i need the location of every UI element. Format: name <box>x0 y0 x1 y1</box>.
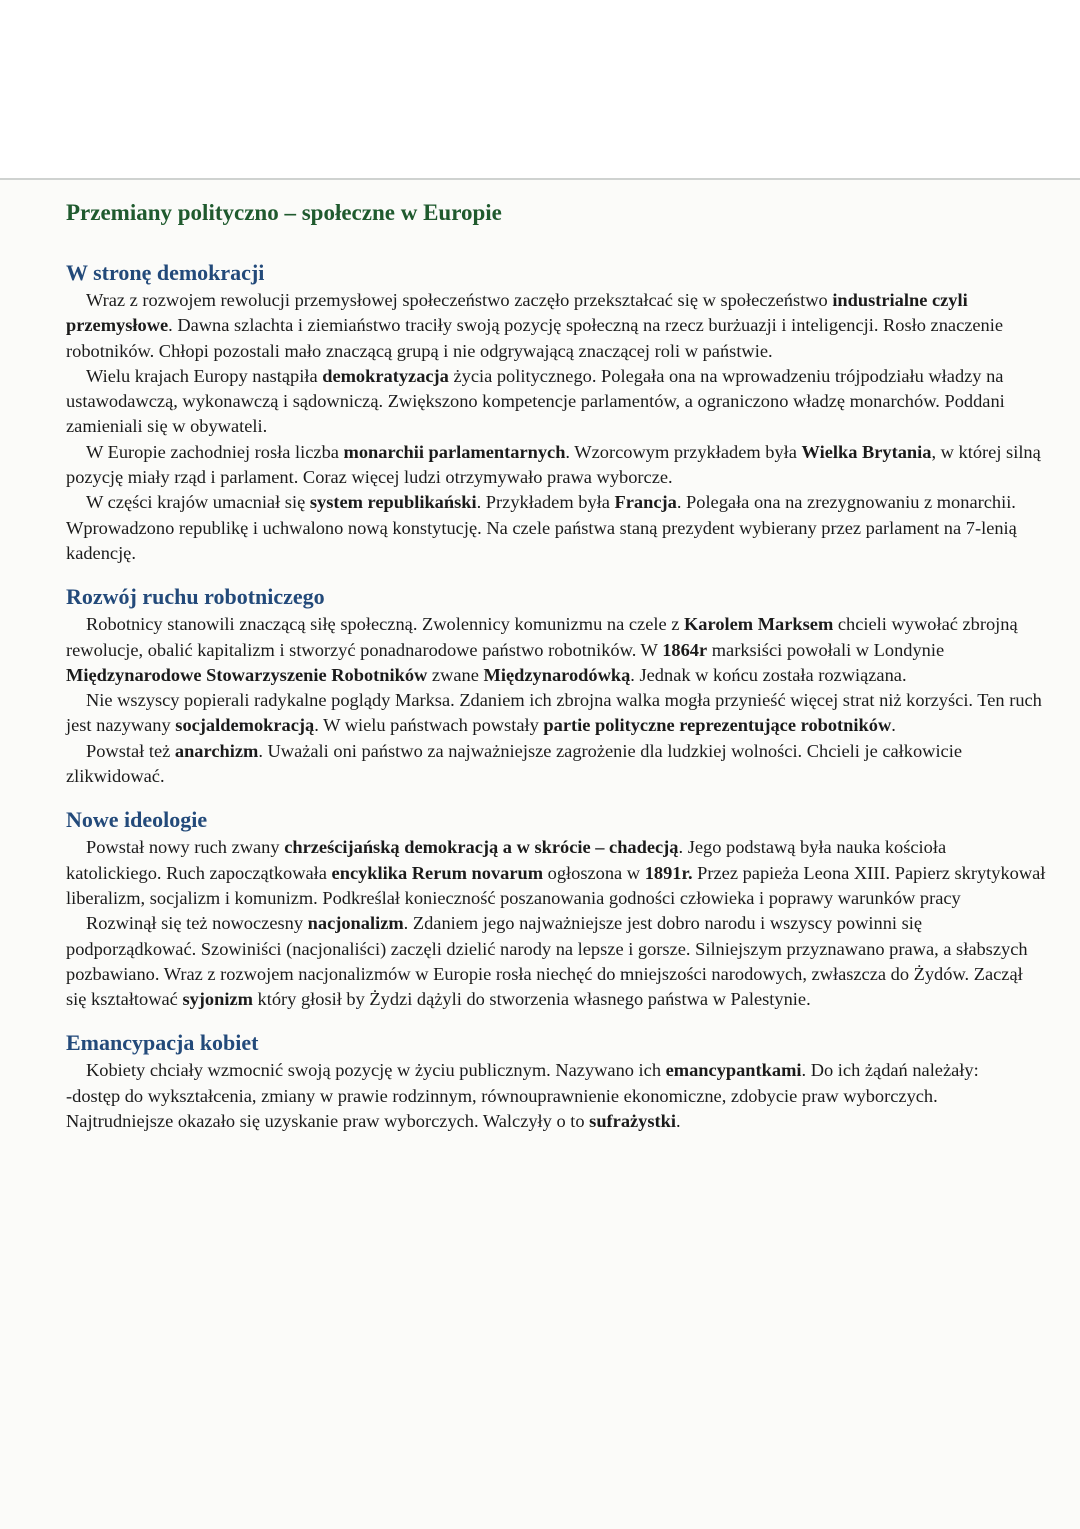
bold-term: Międzynarodowe Stowarzyszenie Robotników <box>66 664 428 685</box>
text-run: życia politycznego. Polegała ona na wprowadzeniu trójpodziału władzy na ustawodawczą, wykonawczą i sądowniczą. Zwiększono kompetencje parlamentów, a ograniczono władzę monarchów. Poddani zamieniali się w obywateli. <box>66 365 1005 437</box>
bold-term: monarchii parlamentarnych <box>343 441 566 462</box>
document-content <box>66 200 1046 1152</box>
bold-term: 1864r <box>662 639 708 660</box>
text-run: . Przykładem była <box>476 492 615 513</box>
text-run: . W wielu państwach powstały <box>314 715 544 736</box>
bold-term: anarchizm <box>174 740 259 761</box>
text-run: W części krajów umacniał się <box>86 492 310 513</box>
bold-term: encyklika Rerum novarum <box>331 862 544 883</box>
paragraph <box>66 911 1046 1012</box>
paragraph <box>66 612 1046 688</box>
bold-term: Karolem Marksem <box>683 614 834 635</box>
text-run: -dostęp do wykształcenia, zmiany w prawie rodzinnym, równouprawnienie ekonomiczne, zdobycie praw wyborczych. Najtrudniejsze okazało się uzyskanie praw wyborczych. Walczyły o to <box>66 1085 938 1132</box>
bold-term: emancypantkami <box>665 1060 802 1081</box>
bold-term: Międzynarodówką <box>483 664 631 685</box>
bold-term: nacjonalizm <box>307 913 404 934</box>
bold-term: industrialne czyli przemysłowe <box>66 290 968 336</box>
text-run: chcieli wywołać zbrojną rewolucje, obalić kapitalizm i stworzyć ponadnarodowe państwo robotników. W <box>66 614 1018 660</box>
text-run: zwane <box>427 664 484 685</box>
text-run: . Uważali oni państwo za najważniejsze zagrożenie dla ludzkiej wolności. Chcieli je całkowicie zlikwidować. <box>66 740 962 787</box>
section-heading: Nowe ideologie <box>66 807 208 833</box>
text-run: . Dawna szlachta i ziemiaństwo traciły swoją pozycję społeczną na rzecz burżuazji i inteligencji. Rosło znaczenie robotników. Chłopi pozostali mało znaczącą grupą i nie odgrywającą znaczącej roli w państwie. <box>66 315 1004 361</box>
bold-term: 1891r. <box>644 862 693 883</box>
document-page <box>0 178 1080 1529</box>
paragraph <box>66 288 1046 364</box>
paragraph <box>66 739 1046 790</box>
bold-term: socjaldemokracją <box>175 715 315 736</box>
paragraph <box>66 1084 1046 1135</box>
section-heading: W stronę demokracji <box>66 260 265 285</box>
section <box>66 584 1046 789</box>
paragraph <box>66 364 1046 440</box>
paragraph <box>66 688 1046 739</box>
text-run: Wielu krajach Europy nastąpiła <box>86 365 323 386</box>
bold-term: sufrażystki <box>589 1111 676 1132</box>
text-run: Rozwinął się też nowoczesny <box>86 913 308 934</box>
text-run: , w której silną pozycję miały rząd i parlament. Coraz więcej ludzi otrzymywało prawa wyborcze. <box>66 441 1041 488</box>
page-title: Przemiany polityczno – społeczne w Europie <box>66 200 502 225</box>
text-run: W Europie zachodniej rosła liczba <box>86 441 344 462</box>
text-run: Kobiety chciały wzmocnić swoją pozycję w życiu publicznym. Nazywano ich <box>86 1060 666 1081</box>
text-run: . <box>676 1111 681 1132</box>
text-run: . Jednak w końcu została rozwiązana. <box>630 664 907 685</box>
scan-top-margin <box>0 0 1080 178</box>
text-run: . Polegała ona na zrezygnowaniu z monarchii. Wprowadzono republikę i uchwalono nową konstytucję. Na czele państwa staną prezydent wybierany przez parlament na 7-lenią kadencję. <box>66 492 1017 563</box>
bold-term: partie polityczne reprezentujące robotników <box>543 715 892 736</box>
bold-term: syjonizm <box>182 989 253 1010</box>
bold-term: Wielka Brytania <box>801 441 932 462</box>
section <box>66 1030 1046 1134</box>
text-run: Przez papieża Leona XIII. Papierz skrytykował liberalizm, socjalizm i komunizm. Podkreślał konieczność poszanowania godności człowieka i poprawy warunków pracy <box>66 862 1046 908</box>
text-run: . Jego podstawą była nauka kościoła katolickiego. Ruch zapoczątkowała <box>66 837 947 883</box>
bold-term: system republikański <box>309 492 477 513</box>
text-run: Powstał też <box>86 740 175 761</box>
section-heading: Emancypacja kobiet <box>66 1030 259 1056</box>
paragraph <box>66 490 1046 566</box>
sections-container <box>66 260 1046 1134</box>
bold-term: chrześcijańską demokracją a w skrócie – chadecją <box>284 837 679 858</box>
text-run: Wraz z rozwojem rewolucji przemysłowej społeczeństwo zaczęło przekształcać się w społeczeństwo <box>86 290 833 310</box>
section <box>66 807 1046 1012</box>
text-run: . Wzorcowym przykładem była <box>565 441 802 462</box>
paragraph <box>66 440 1046 491</box>
section-heading: Rozwój ruchu robotniczego <box>66 584 325 610</box>
text-run: Robotnicy stanowili znaczącą siłę społeczną. Zwolennicy komunizmu na czele z <box>86 614 684 635</box>
text-run: ogłoszona w <box>543 862 645 883</box>
text-run: Nie wszyscy popierali radykalne poglądy Marksa. Zdaniem ich zbrojna walka mogła przynieść więcej strat niż korzyści. Ten ruch jest nazywany <box>66 690 1042 736</box>
paragraph <box>66 835 1046 911</box>
paragraph <box>66 1058 1046 1083</box>
bold-term: Francja <box>614 492 677 513</box>
text-run: . <box>891 715 896 736</box>
text-run: marksiści powołali w Londynie <box>707 639 945 660</box>
text-run: Powstał nowy ruch zwany <box>86 837 285 858</box>
section <box>66 260 1046 566</box>
bold-term: demokratyzacja <box>322 365 449 386</box>
text-run: który głosił by Żydzi dążyli do stworzenia własnego państwa w Palestynie. <box>252 989 811 1010</box>
text-run: . Do ich żądań należały: <box>801 1060 979 1081</box>
text-run: . Zdaniem jego najważniejsze jest dobro narodu i wszyscy powinni się podporządkować. Szowiniści (nacjonaliści) zaczęli dzielić narody na lepsze i gorsze. Silniejszym przyznawano prawa, a słabszych pozbawiano. Wraz z rozwojem nacjonalizmów w Europie rosła niechęć do mniejszości narodowych, zwłaszcza do Żydów. Zaczął się kształtować <box>66 913 1028 1010</box>
